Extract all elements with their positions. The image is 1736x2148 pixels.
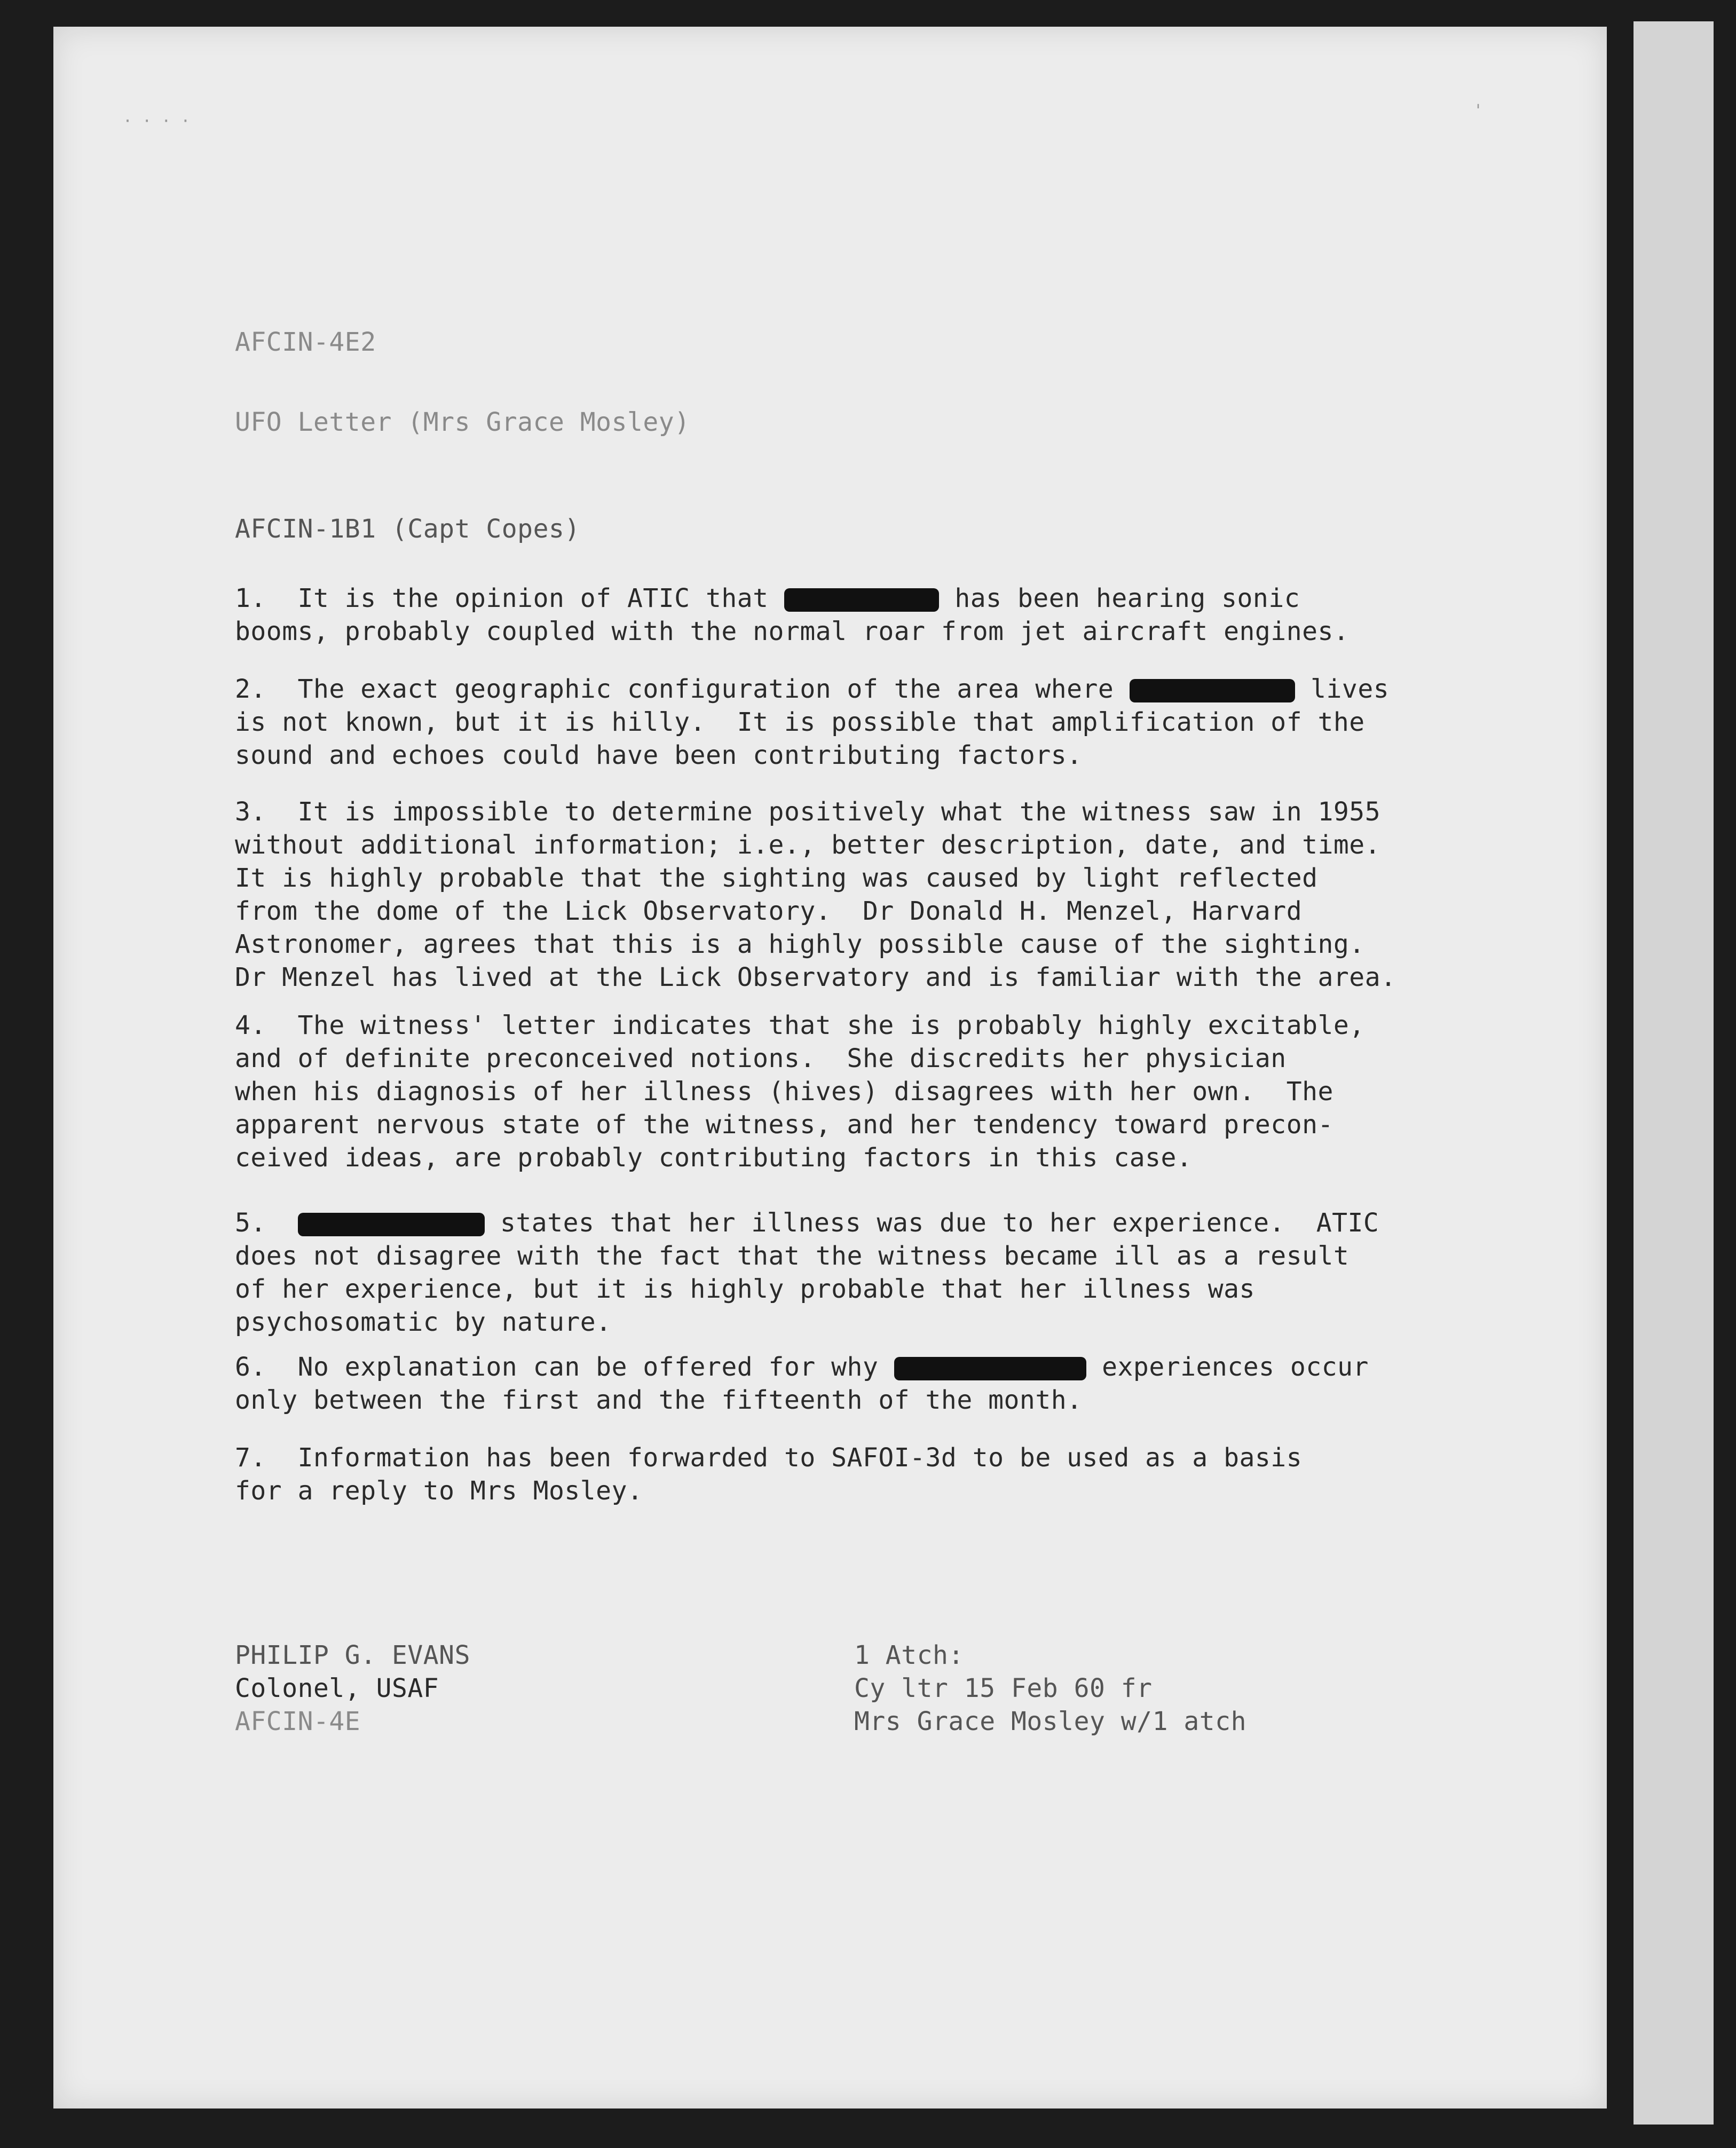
paragraph-6-line	[235, 1384, 1083, 1417]
paragraph-number: 5.	[235, 1208, 298, 1238]
paragraph-5-line	[235, 1239, 1349, 1273]
paragraph-7-line	[235, 1474, 643, 1507]
paragraph-4-line	[235, 1108, 1333, 1141]
redaction-bar	[1130, 679, 1295, 702]
paragraph-number: 4.	[235, 1010, 298, 1040]
paragraph-3-line	[235, 795, 1380, 828]
redaction-bar	[894, 1357, 1086, 1380]
subject-line: UFO Letter (Mrs Grace Mosley)	[235, 407, 690, 437]
paragraph-text: It is the opinion of ATIC that	[297, 583, 784, 613]
paragraph-text: It is impossible to determine positively what the witness saw in 1955	[297, 797, 1381, 827]
paragraph-text: experiences occur	[1086, 1352, 1369, 1382]
paragraph-text: when his diagnosis of her illness (hives) disagrees with her own. The	[235, 1077, 1333, 1107]
paragraph-4-line	[235, 1141, 1192, 1174]
paragraph-3-line	[235, 895, 1302, 928]
addressee-line: AFCIN-1B1 (Capt Copes)	[235, 514, 580, 544]
paragraph-7-line	[235, 1441, 1302, 1474]
paragraph-3-line	[235, 828, 1380, 862]
paragraph-text: of her experience, but it is highly probable that her illness was	[235, 1274, 1255, 1304]
signature-rank: Colonel, USAF	[235, 1673, 439, 1703]
signature-name: PHILIP G. EVANS	[235, 1640, 470, 1670]
paragraph-6-line	[235, 1351, 1369, 1384]
paragraph-3-line	[235, 961, 1396, 994]
paragraph-text: without additional information; i.e., better description, date, and time.	[235, 830, 1381, 860]
paragraph-text: It is highly probable that the sighting was caused by light reflected	[235, 863, 1318, 893]
redaction-bar	[784, 588, 939, 612]
paragraph-3-line	[235, 928, 1365, 961]
paragraph-2-line	[235, 706, 1365, 739]
paragraph-5-line	[235, 1273, 1255, 1306]
paragraph-2-line	[235, 673, 1389, 706]
paragraph-number: 6.	[235, 1352, 298, 1382]
paragraph-number: 7.	[235, 1443, 298, 1473]
office-symbol: AFCIN-4E2	[235, 327, 376, 357]
paragraph-text: and of definite preconceived notions. She discredits her physician	[235, 1044, 1287, 1073]
paragraph-text: apparent nervous state of the witness, and her tendency toward precon-	[235, 1110, 1333, 1140]
paragraph-4-line	[235, 1009, 1365, 1042]
paragraph-text: only between the first and the fifteenth of the month.	[235, 1385, 1083, 1415]
paragraph-text: ceived ideas, are probably contributing factors in this case.	[235, 1143, 1193, 1173]
paragraph-text: No explanation can be offered for why	[297, 1352, 894, 1382]
scan-speck-marks: · · · ·	[123, 112, 191, 131]
paragraph-4-line	[235, 1075, 1333, 1108]
paragraph-5-line	[235, 1206, 1379, 1239]
document-page	[53, 27, 1607, 2108]
paragraph-text: lives	[1295, 674, 1390, 704]
paragraph-text: for a reply to Mrs Mosley.	[235, 1476, 643, 1506]
paragraph-number: 3.	[235, 797, 298, 827]
redaction-bar	[298, 1213, 485, 1236]
paragraph-number: 2.	[235, 674, 298, 704]
paragraph-text: from the dome of the Lick Observatory. Dr Donald H. Menzel, Harvard	[235, 896, 1303, 926]
paragraph-text: Dr Menzel has lived at the Lick Observatory and is familiar with the area.	[235, 962, 1396, 992]
paragraph-text: booms, probably coupled with the normal roar from jet aircraft engines.	[235, 617, 1350, 646]
paragraph-3-line	[235, 862, 1318, 895]
scan-speck-marks-right: '	[1473, 101, 1484, 120]
paragraph-text: The exact geographic configuration of the area where	[297, 674, 1130, 704]
paragraph-text: has been hearing sonic	[938, 583, 1300, 613]
signature-office: AFCIN-4E	[235, 1707, 361, 1736]
paragraph-text: sound and echoes could have been contributing factors.	[235, 740, 1083, 770]
paragraph-4-line	[235, 1042, 1287, 1075]
paragraph-text: psychosomatic by nature.	[235, 1307, 612, 1337]
paragraph-1-line	[235, 582, 1300, 615]
paragraph-5-line	[235, 1306, 612, 1339]
paragraph-text: The witness' letter indicates that she is probably highly excitable,	[297, 1010, 1365, 1040]
paragraph-text: Information has been forwarded to SAFOI-3d to be used as a basis	[297, 1443, 1303, 1473]
paragraph-text: Astronomer, agrees that this is a highly possible cause of the sighting.	[235, 929, 1365, 959]
attachment-label: 1 Atch:	[854, 1640, 964, 1670]
scan-edge-strip	[1634, 21, 1714, 2125]
paragraph-number: 1.	[235, 583, 298, 613]
paragraph-text: is not known, but it is hilly. It is possible that amplification of the	[235, 707, 1365, 737]
attachment-line-2: Mrs Grace Mosley w/1 atch	[854, 1707, 1246, 1736]
paragraph-2-line	[235, 739, 1083, 772]
paragraph-text: states that her illness was due to her experience. ATIC	[484, 1208, 1379, 1238]
paragraph-text: does not disagree with the fact that the witness became ill as a result	[235, 1241, 1350, 1271]
paragraph-1-line	[235, 615, 1349, 648]
attachment-line-1: Cy ltr 15 Feb 60 fr	[854, 1673, 1153, 1703]
